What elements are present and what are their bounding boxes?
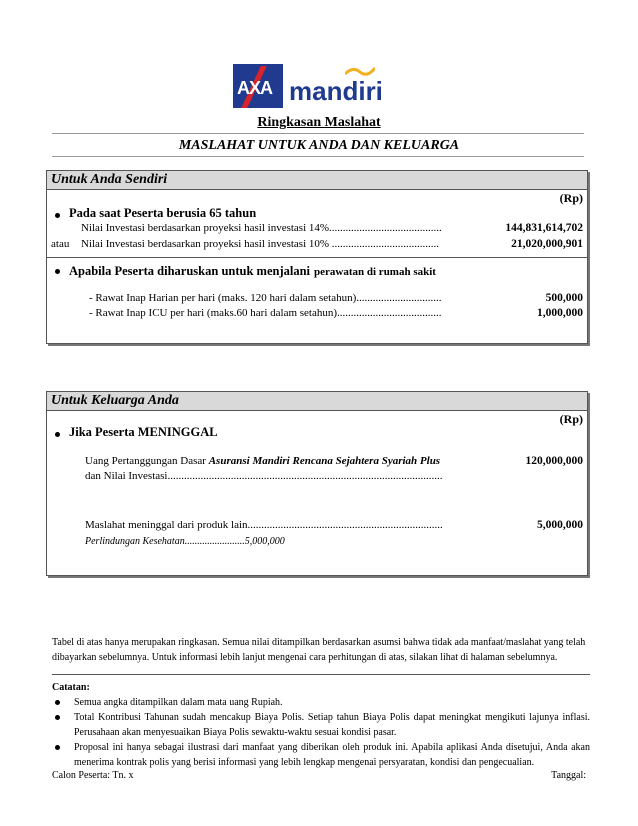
notes-list [52,695,590,770]
sum-assured-prefix: Uang Pertanggungan Dasar [85,455,206,467]
section-family [46,391,588,576]
mandiri-wave-icon [345,66,375,76]
section-family-header: Untuk Keluarga Anda [47,392,587,411]
divider [52,674,590,675]
investment-10-value: 21,020,000,901 [511,238,583,250]
health-protection-line [85,536,285,547]
list-item [52,710,590,740]
note-item-text: Proposal ini hanya sebagai ilustrasi dari manfaat yang diberikan oleh produk ini. Apabila aplikasi Anda disetujui, Anda akan menerima kontrak polis yang berisi informasi yang lebih lengkap mengenai persyaratan, kondisi dan pengecualian. [74,742,590,768]
investment-14-value: 144,831,614,702 [505,222,583,234]
note-item-text: Semua angka ditampilkan dalam mata uang Rupiah. [74,697,283,708]
bullet-icon [55,269,60,274]
note-item-text: Total Kontribusi Tahunan sudah mencakup Biaya Polis. Setiap tahun Biaya Polis dapat meningkat mengikuti lajunya inflasi. Perusahaan akan menyesuaikan Biaya Polis sewaktu-waktu sesuai kondisi pasar. [74,712,590,738]
item-hospital-title-rest: perawatan di rumah sakit [314,266,436,278]
investment-10-label: Nilai Investasi berdasarkan proyeksi hasil investasi 10% ....................................... [81,238,440,250]
page-subtitle: MASLAHAT UNTUK ANDA DAN KELUARGA [178,138,460,153]
bullet-icon [55,700,60,705]
icu-value: 1,000,000 [537,307,583,319]
bullet-icon [55,432,60,437]
divider [52,133,584,134]
item-hospital-title-bold: Apabila Peserta diharuskan untuk menjalani [69,264,311,278]
currency-label: (Rp) [559,191,583,205]
health-protection-value: 5,000,000 [244,536,285,547]
list-item [52,695,590,710]
product-name: Asuransi Mandiri Rencana Sejahtera Syariah Plus [208,455,441,467]
daily-inpatient-label: - Rawat Inap Harian per hari (maks. 120 hari dalam setahun)............................... [89,292,442,304]
summary-title: Ringkasan Maslahat [257,115,381,130]
axa-mandiri-logo [233,64,393,108]
item-age-65-title: Pada saat Peserta berusia 65 tahun [69,206,257,220]
axa-logo-box [233,64,283,108]
divider [52,156,584,157]
footer-date-label: Tanggal: [551,770,586,781]
disclaimer-text: Tabel di atas hanya merupakan ringkasan. Semua nilai ditampilkan berdasarkan asumsi bahwa tidak ada manfaat/maslahat yang telah dibayarkan sebelumnya. Untuk informasi lebih lanjut mengenai cara perhitungan di atas, silakan lihat di halaman sebelumnya. [52,637,586,663]
investment-14-label: Nilai Investasi berdasarkan proyeksi hasil investasi 14%......................................... [81,222,442,234]
icu-label: - Rawat Inap ICU per hari (maks.60 hari dalam setahun)...................................... [89,307,442,319]
sum-assured-value: 120,000,000 [525,455,583,467]
investment-value-label: dan Nilai Investasi.................................................................................................... [85,470,443,482]
or-label: atau [51,238,70,250]
section-self [46,170,588,344]
footer-candidate: Calon Peserta: Tn. x [52,770,134,781]
sum-assured-label [85,455,440,467]
health-protection-label: Perlindungan Kesehatan........................ [85,536,245,547]
other-product-death-label: Maslahat meninggal dari produk lain....................................................................... [85,519,443,531]
divider [47,257,587,258]
other-product-death-value: 5,000,000 [537,519,583,531]
daily-inpatient-value: 500,000 [545,292,583,304]
notes-heading: Catatan: [52,682,90,693]
section-self-header: Untuk Anda Sendiri [47,171,587,190]
bullet-icon [55,213,60,218]
list-item [52,740,590,770]
mandiri-logo-text: mandiri [289,76,383,106]
currency-label: (Rp) [559,412,583,426]
axa-logo-text: AXA [237,78,273,98]
bullet-icon [55,715,60,720]
item-death-title: Jika Peserta MENINGGAL [69,425,218,439]
bullet-icon [55,745,60,750]
item-hospital-title [69,262,436,280]
